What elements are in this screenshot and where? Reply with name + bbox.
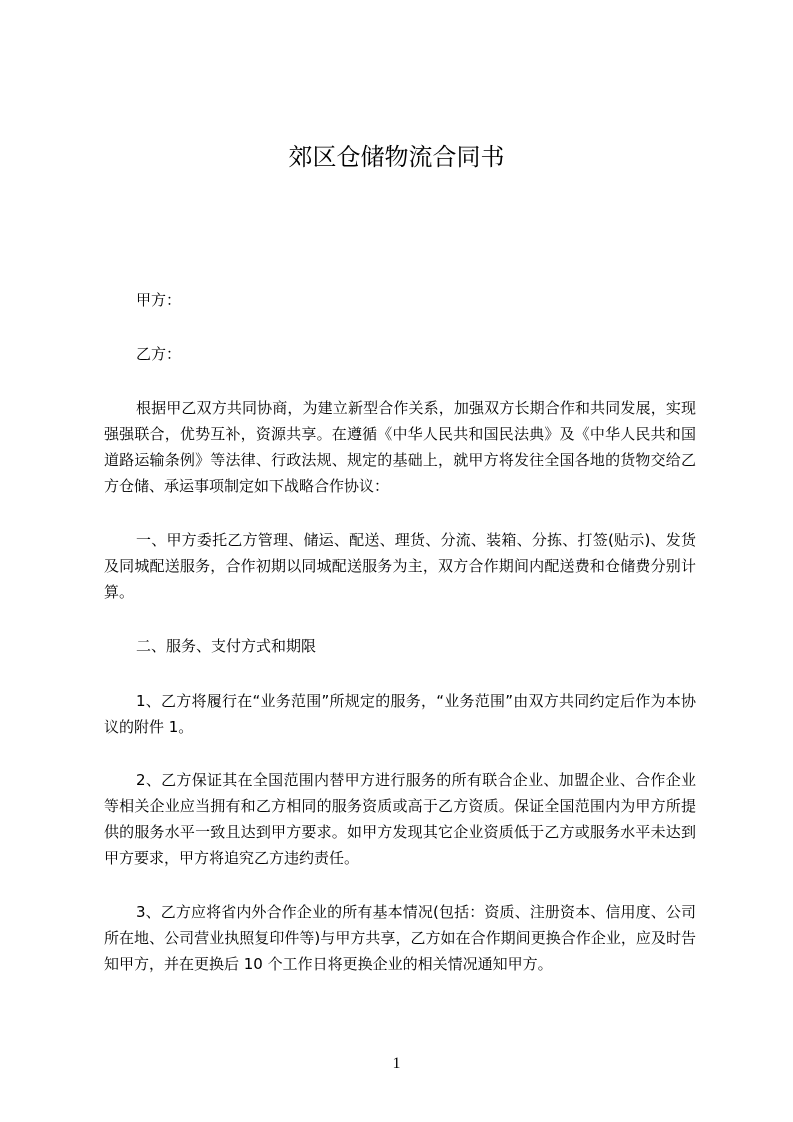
document-title: 郊区仓储物流合同书 (288, 143, 505, 171)
clause-2-3: 3、乙方应将省内外合作企业的所有基本情况(包括：资质、注册资本、信用度、公司所在地、公司营业执照复印件等)与甲方共享，乙方如在合作期间更换合作企业，应及时告知甲方，并在更换后 10 个工作日将更换企业的相关情况通知甲方。 (104, 903, 696, 973)
section-one-paragraph: 一、甲方委托乙方管理、储运、配送、理货、分流、装箱、分拣、打签(贴示)、发货及同城配送服务，合作初期以同城配送服务为主，双方合作期间内配送费和仓储费分别计算。 (104, 531, 696, 601)
page-number: 1 (392, 1055, 401, 1072)
section-two-heading: 二、服务、支付方式和期限 (136, 637, 317, 655)
party-a-label: 甲方： (136, 291, 182, 309)
clause-2-1: 1、乙方将履行在“业务范围”所规定的服务，“业务范围”由双方共同约定后作为本协议的附件 1。 (104, 692, 696, 736)
party-b-label: 乙方： (136, 345, 182, 363)
intro-paragraph: 根据甲乙双方共同协商，为建立新型合作关系，加强双方长期合作和共同发展，实现强强联合，优势互补，资源共享。在遵循《中华人民共和国民法典》及《中华人民共和国道路运输条例》等法律、行政法规、规定的基础上，就甲方将发往全国各地的货物交给乙方仓储、承运事项制定如下战略合作协议： (104, 399, 696, 495)
clause-2-2: 2、乙方保证其在全国范围内替甲方进行服务的所有联合企业、加盟企业、合作企业等相关企业应当拥有和乙方相同的服务资质或高于乙方资质。保证全国范围内为甲方所提供的服务水平一致且达到甲方要求。如甲方发现其它企业资质低于乙方或服务水平未达到甲方要求，甲方将追究乙方违约责任。 (104, 771, 696, 867)
